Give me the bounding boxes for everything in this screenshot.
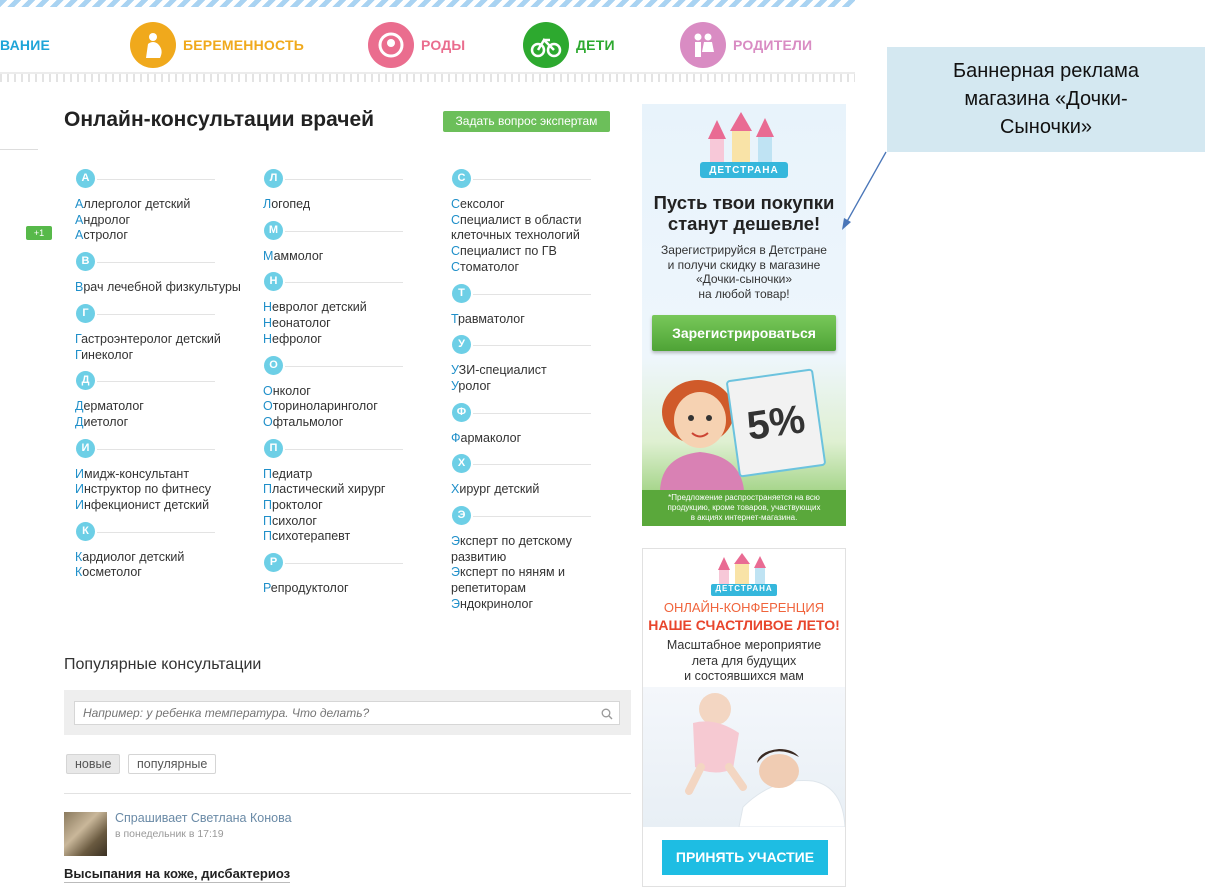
letter-badge: Х [452, 454, 471, 473]
specialist-name: фтальмолог [272, 414, 344, 429]
letter-group [252, 168, 442, 213]
letter-header [440, 168, 630, 188]
specialist-name: аммолог [273, 248, 324, 263]
specialist-link[interactable] [263, 300, 442, 316]
specialists-column [440, 168, 630, 620]
letter-group [64, 438, 254, 514]
letter-header [64, 303, 254, 323]
mother-baby-photo [643, 687, 845, 827]
specialist-name: равматолог [457, 311, 525, 326]
specialist-link[interactable] [75, 399, 254, 415]
specialist-initial: Э [451, 565, 460, 580]
specialist-initial: У [451, 378, 459, 393]
divider [97, 449, 215, 450]
specialist-link[interactable] [75, 565, 254, 581]
register-button[interactable]: Зарегистрироваться [652, 315, 836, 351]
letter-header [440, 505, 630, 525]
banner-footnote-line: продукцию, кроме товаров, участвующих [667, 503, 821, 512]
specialist-link[interactable] [451, 379, 630, 395]
letter-header [440, 453, 630, 473]
conference-description-line: и состоявшихся мам [684, 669, 804, 683]
specialist-initial: К [75, 549, 83, 564]
specialist-name: сихотерапевт [271, 529, 351, 544]
banner-headline-line: станут дешевле! [667, 213, 821, 234]
annotation-callout [887, 47, 1205, 152]
nav-label: РОДИТЕЛИ [733, 37, 813, 53]
divider [473, 294, 591, 295]
plus-one-badge[interactable]: +1 [26, 226, 52, 240]
annotation-line: Баннерная реклама [952, 60, 1140, 82]
letter-group [252, 220, 442, 265]
specialist-initial: Д [75, 414, 84, 429]
letter-header [64, 251, 254, 271]
specialist-initial: П [263, 482, 272, 497]
specialist-name: ефролог [272, 331, 322, 346]
letter-group [440, 168, 630, 276]
specialist-name: пециалист в области клеточных технологий [451, 212, 582, 243]
specialist-initial: П [263, 513, 272, 528]
specialist-link[interactable] [263, 316, 442, 332]
specialist-initial: С [451, 212, 461, 227]
specialist-link[interactable] [451, 260, 630, 276]
letter-header [252, 355, 442, 375]
banner-footnote-line: *Предложение распространяется на всю [668, 493, 820, 502]
specialist-name: ЗИ-специалист [458, 363, 547, 378]
specialist-link[interactable] [263, 581, 442, 597]
nav-item-pregnancy[interactable] [130, 22, 304, 68]
specialist-initial: О [263, 399, 273, 414]
discount-value: 5% [744, 396, 808, 449]
detstrana-discount-banner[interactable] [642, 104, 846, 526]
tab-popular[interactable]: популярные [128, 754, 216, 774]
specialist-initial: К [75, 565, 83, 580]
specialist-link[interactable] [451, 482, 630, 498]
conference-label: ОНЛАЙН-КОНФЕРЕНЦИЯ [663, 600, 825, 615]
nav-label: БЕРЕМЕННОСТЬ [183, 37, 304, 53]
specialist-initial: П [263, 498, 272, 513]
specialist-name: осметолог [82, 565, 142, 580]
specialist-link[interactable] [263, 197, 442, 213]
letter-badge: Ф [452, 403, 471, 422]
specialist-name: ндокринолог [459, 596, 534, 611]
letter-group [252, 271, 442, 347]
specialist-initial: П [263, 466, 272, 481]
letter-badge: П [264, 439, 283, 458]
question-asker[interactable]: Спрашивает Светлана Конова [115, 811, 292, 825]
letter-group [64, 168, 254, 244]
top-navigation [0, 0, 855, 84]
specialist-name: нколог [272, 383, 311, 398]
specialist-link[interactable] [75, 348, 254, 364]
discount-tag [726, 368, 827, 477]
letter-badge: А [76, 169, 95, 188]
specialist-name: армаколог [460, 430, 522, 445]
specialist-link[interactable] [75, 467, 254, 483]
letter-group [252, 438, 442, 546]
banner-text-line: «Дочки-сыночки» [695, 272, 793, 286]
specialist-name: ксперт по детскому развитию [451, 534, 572, 564]
specialist-name: стролог [83, 228, 128, 243]
question-timestamp: в понедельник в 17:19 [115, 828, 224, 840]
specialist-initial: Н [263, 331, 273, 346]
detstrana-conference-banner[interactable] [642, 548, 846, 887]
specialist-initial: Н [263, 300, 273, 315]
letter-group [440, 402, 630, 447]
letter-badge: Н [264, 272, 283, 291]
banner-text [642, 243, 846, 301]
specialist-link[interactable] [75, 213, 254, 229]
letter-badge: Д [76, 371, 95, 390]
specialist-initial: М [263, 248, 274, 263]
decorative-stripe [0, 72, 855, 82]
letter-group [440, 283, 630, 328]
specialist-name: едиатр [271, 466, 313, 481]
specialist-initial: Н [263, 316, 273, 331]
divider [97, 262, 215, 263]
bicycle-icon [523, 22, 569, 68]
specialist-name: ексолог [460, 197, 505, 211]
specialist-initial: А [75, 228, 84, 243]
banner-headline [642, 192, 846, 234]
specialist-link[interactable] [451, 197, 630, 213]
specialist-link[interactable] [263, 415, 442, 431]
specialist-link[interactable] [263, 384, 442, 400]
specialist-link[interactable] [451, 565, 630, 596]
banner-logo-text: ДЕТСТРАНА [709, 165, 779, 176]
conference-description-line: лета для будущих [691, 653, 797, 668]
tab-new[interactable]: новые [66, 754, 120, 774]
divider [285, 563, 403, 564]
letter-header [440, 334, 630, 354]
divider [285, 449, 403, 450]
divider [473, 413, 591, 414]
nav-item-vospitanie[interactable] [0, 22, 50, 68]
specialist-initial: Г [75, 347, 82, 362]
divider [473, 464, 591, 465]
divider [285, 282, 403, 283]
divider [473, 345, 591, 346]
specialist-name: ирург детский [459, 482, 540, 497]
letter-badge: Т [452, 284, 471, 303]
specialist-name: ролог [458, 378, 491, 393]
specialist-link[interactable] [451, 244, 630, 260]
decorative-stripe [0, 0, 855, 7]
specialist-name: ластический хирург [271, 482, 386, 497]
baby-icon [368, 22, 414, 68]
question-title-link[interactable]: Высыпания на коже, дисбактериоз [64, 866, 291, 881]
specialist-initial: Р [263, 581, 271, 596]
letter-group [64, 370, 254, 430]
specialist-initial: Л [263, 197, 272, 211]
banner-text-line: на любой товар! [698, 286, 790, 301]
letter-group [64, 521, 254, 581]
specialist-link[interactable] [263, 529, 442, 545]
nav-item-children[interactable] [523, 22, 615, 68]
specialist-link[interactable] [451, 534, 630, 565]
conference-description-line: Масштабное мероприятие [666, 638, 822, 652]
specialist-name: нструктор по фитнесу [83, 482, 212, 497]
banner-text-line: и получи скидку в магазине [667, 257, 821, 272]
letter-badge: К [76, 522, 95, 541]
letter-group [440, 334, 630, 394]
letter-badge: Э [452, 506, 471, 525]
letter-group [64, 251, 254, 296]
specialist-name: евролог детский [272, 300, 367, 315]
nav-item-birth[interactable] [368, 22, 465, 68]
specialist-initial: Т [451, 311, 458, 326]
letter-badge: Л [264, 169, 283, 188]
specialist-initial: С [451, 197, 461, 211]
specialist-initial: П [263, 529, 272, 544]
mother-baby-icon [643, 687, 845, 827]
specialist-initial: И [75, 466, 84, 481]
participate-button[interactable]: ПРИНЯТЬ УЧАСТИЕ [662, 840, 828, 875]
specialist-initial: А [75, 197, 84, 211]
nav-label: ВАНИЕ [0, 37, 51, 53]
nav-label: ДЕТИ [576, 37, 615, 53]
specialist-link[interactable] [263, 482, 442, 498]
specialist-initial: Ф [451, 430, 461, 445]
specialists-column [252, 168, 442, 604]
divider [285, 231, 403, 232]
specialist-initial: Д [75, 399, 84, 414]
divider [97, 381, 215, 382]
specialist-link[interactable] [263, 514, 442, 530]
divider [97, 532, 215, 533]
ask-experts-button[interactable]: Задать вопрос экспертам [443, 111, 610, 132]
specialist-name: рач лечебной физкультуры [83, 280, 241, 295]
letter-group [440, 453, 630, 498]
page-title: Онлайн-консультации врачей [64, 108, 375, 131]
specialist-name: ксперт по няням и репетиторам [451, 565, 566, 596]
specialist-name: томатолог [460, 259, 520, 274]
letter-header [440, 283, 630, 303]
specialist-name: пециалист по ГВ [460, 244, 557, 259]
specialist-link[interactable] [75, 415, 254, 431]
nav-label: РОДЫ [421, 37, 466, 53]
specialist-initial: А [75, 212, 84, 227]
avatar[interactable] [64, 812, 107, 856]
letter-badge: Р [264, 553, 283, 572]
specialist-initial: Э [451, 534, 460, 549]
letter-header [252, 271, 442, 291]
banner-headline-line: Пусть твои покупки [653, 192, 835, 213]
specialist-name: мидж-консультант [83, 466, 190, 481]
specialist-initial: И [75, 482, 84, 497]
specialist-name: ториноларинголог [272, 399, 378, 414]
divider [473, 516, 591, 517]
specialist-initial: В [75, 280, 84, 295]
specialist-link[interactable] [263, 332, 442, 348]
specialist-link[interactable] [75, 498, 254, 514]
specialist-initial: И [75, 498, 84, 513]
search-panel [64, 690, 631, 735]
specialist-name: астроэнтеролог детский [81, 331, 221, 346]
letter-header [64, 521, 254, 541]
specialist-name: еонатолог [272, 316, 331, 331]
letter-group [64, 303, 254, 363]
specialist-initial: Г [75, 331, 82, 346]
specialist-link[interactable] [75, 482, 254, 498]
specialist-name: ерматолог [83, 399, 144, 414]
divider [0, 149, 38, 150]
letter-header [64, 168, 254, 188]
letter-badge: В [76, 252, 95, 271]
divider [285, 179, 403, 180]
pregnancy-icon [130, 22, 176, 68]
letter-badge: Г [76, 304, 95, 323]
specialist-link[interactable] [263, 399, 442, 415]
letter-header [252, 168, 442, 188]
divider [97, 179, 215, 180]
letter-badge: М [264, 221, 283, 240]
specialist-link[interactable] [75, 332, 254, 348]
specialist-initial: С [451, 244, 461, 259]
specialist-link[interactable] [451, 312, 630, 328]
annotation-arrow-icon [838, 150, 890, 232]
specialist-name: сихолог [271, 513, 317, 528]
banner-footnote-line: в акциях интернет-магазина. [690, 513, 798, 522]
divider [64, 793, 631, 794]
banner-logo-text: ДЕТСТРАНА [715, 584, 773, 593]
letter-badge: И [76, 439, 95, 458]
specialist-initial: Х [451, 482, 460, 497]
divider [473, 179, 591, 180]
letter-header [64, 438, 254, 458]
search-input[interactable] [74, 701, 620, 725]
specialist-link[interactable] [451, 431, 630, 447]
specialist-link[interactable] [75, 228, 254, 244]
conference-description [643, 638, 845, 685]
specialist-name: епродуктолог [270, 581, 349, 596]
annotation-line: Сыночки» [999, 116, 1092, 138]
specialist-link[interactable] [263, 467, 442, 483]
specialist-initial: О [263, 414, 273, 429]
specialist-name: ндролог [83, 212, 131, 227]
banner-text-line: Зарегистрируйся в Детстране [661, 243, 827, 257]
specialist-link[interactable] [263, 249, 442, 265]
letter-header [252, 438, 442, 458]
letter-header [252, 552, 442, 572]
letter-group [252, 355, 442, 431]
specialist-link[interactable] [75, 550, 254, 566]
letter-group [440, 505, 630, 613]
specialists-column [64, 168, 254, 588]
letter-header [64, 370, 254, 390]
specialist-name: иетолог [83, 414, 129, 429]
conference-title: НАШЕ СЧАСТЛИВОЕ ЛЕТО! [648, 617, 840, 633]
specialist-initial: Э [451, 596, 460, 611]
specialist-link[interactable] [451, 597, 630, 613]
specialist-initial: У [451, 363, 459, 378]
specialist-name: инеколог [81, 347, 134, 362]
specialist-link[interactable] [75, 280, 254, 296]
letter-badge: О [264, 356, 283, 375]
letter-header [252, 220, 442, 240]
specialist-link[interactable] [451, 213, 630, 244]
annotation-line: магазина «Дочки- [964, 88, 1128, 110]
divider [97, 314, 215, 315]
letter-badge: С [452, 169, 471, 188]
specialist-name: роктолог [271, 498, 323, 513]
specialist-link[interactable] [451, 363, 630, 379]
letter-badge: У [452, 335, 471, 354]
divider [285, 366, 403, 367]
specialist-name: ллерголог детский [83, 197, 191, 211]
search-icon[interactable] [601, 707, 624, 725]
specialist-initial: С [451, 259, 461, 274]
specialist-name: нфекционист детский [83, 498, 210, 513]
specialist-link[interactable] [263, 498, 442, 514]
specialist-name: ардиолог детский [82, 549, 185, 564]
letter-header [440, 402, 630, 422]
popular-consultations-title: Популярные консультации [64, 656, 262, 673]
banner-footnote [642, 490, 846, 526]
specialist-name: огопед [271, 197, 311, 211]
parents-icon [680, 22, 726, 68]
nav-item-parents[interactable] [680, 22, 812, 68]
specialist-link[interactable] [75, 197, 254, 213]
letter-group [252, 552, 442, 597]
specialist-initial: О [263, 383, 273, 398]
